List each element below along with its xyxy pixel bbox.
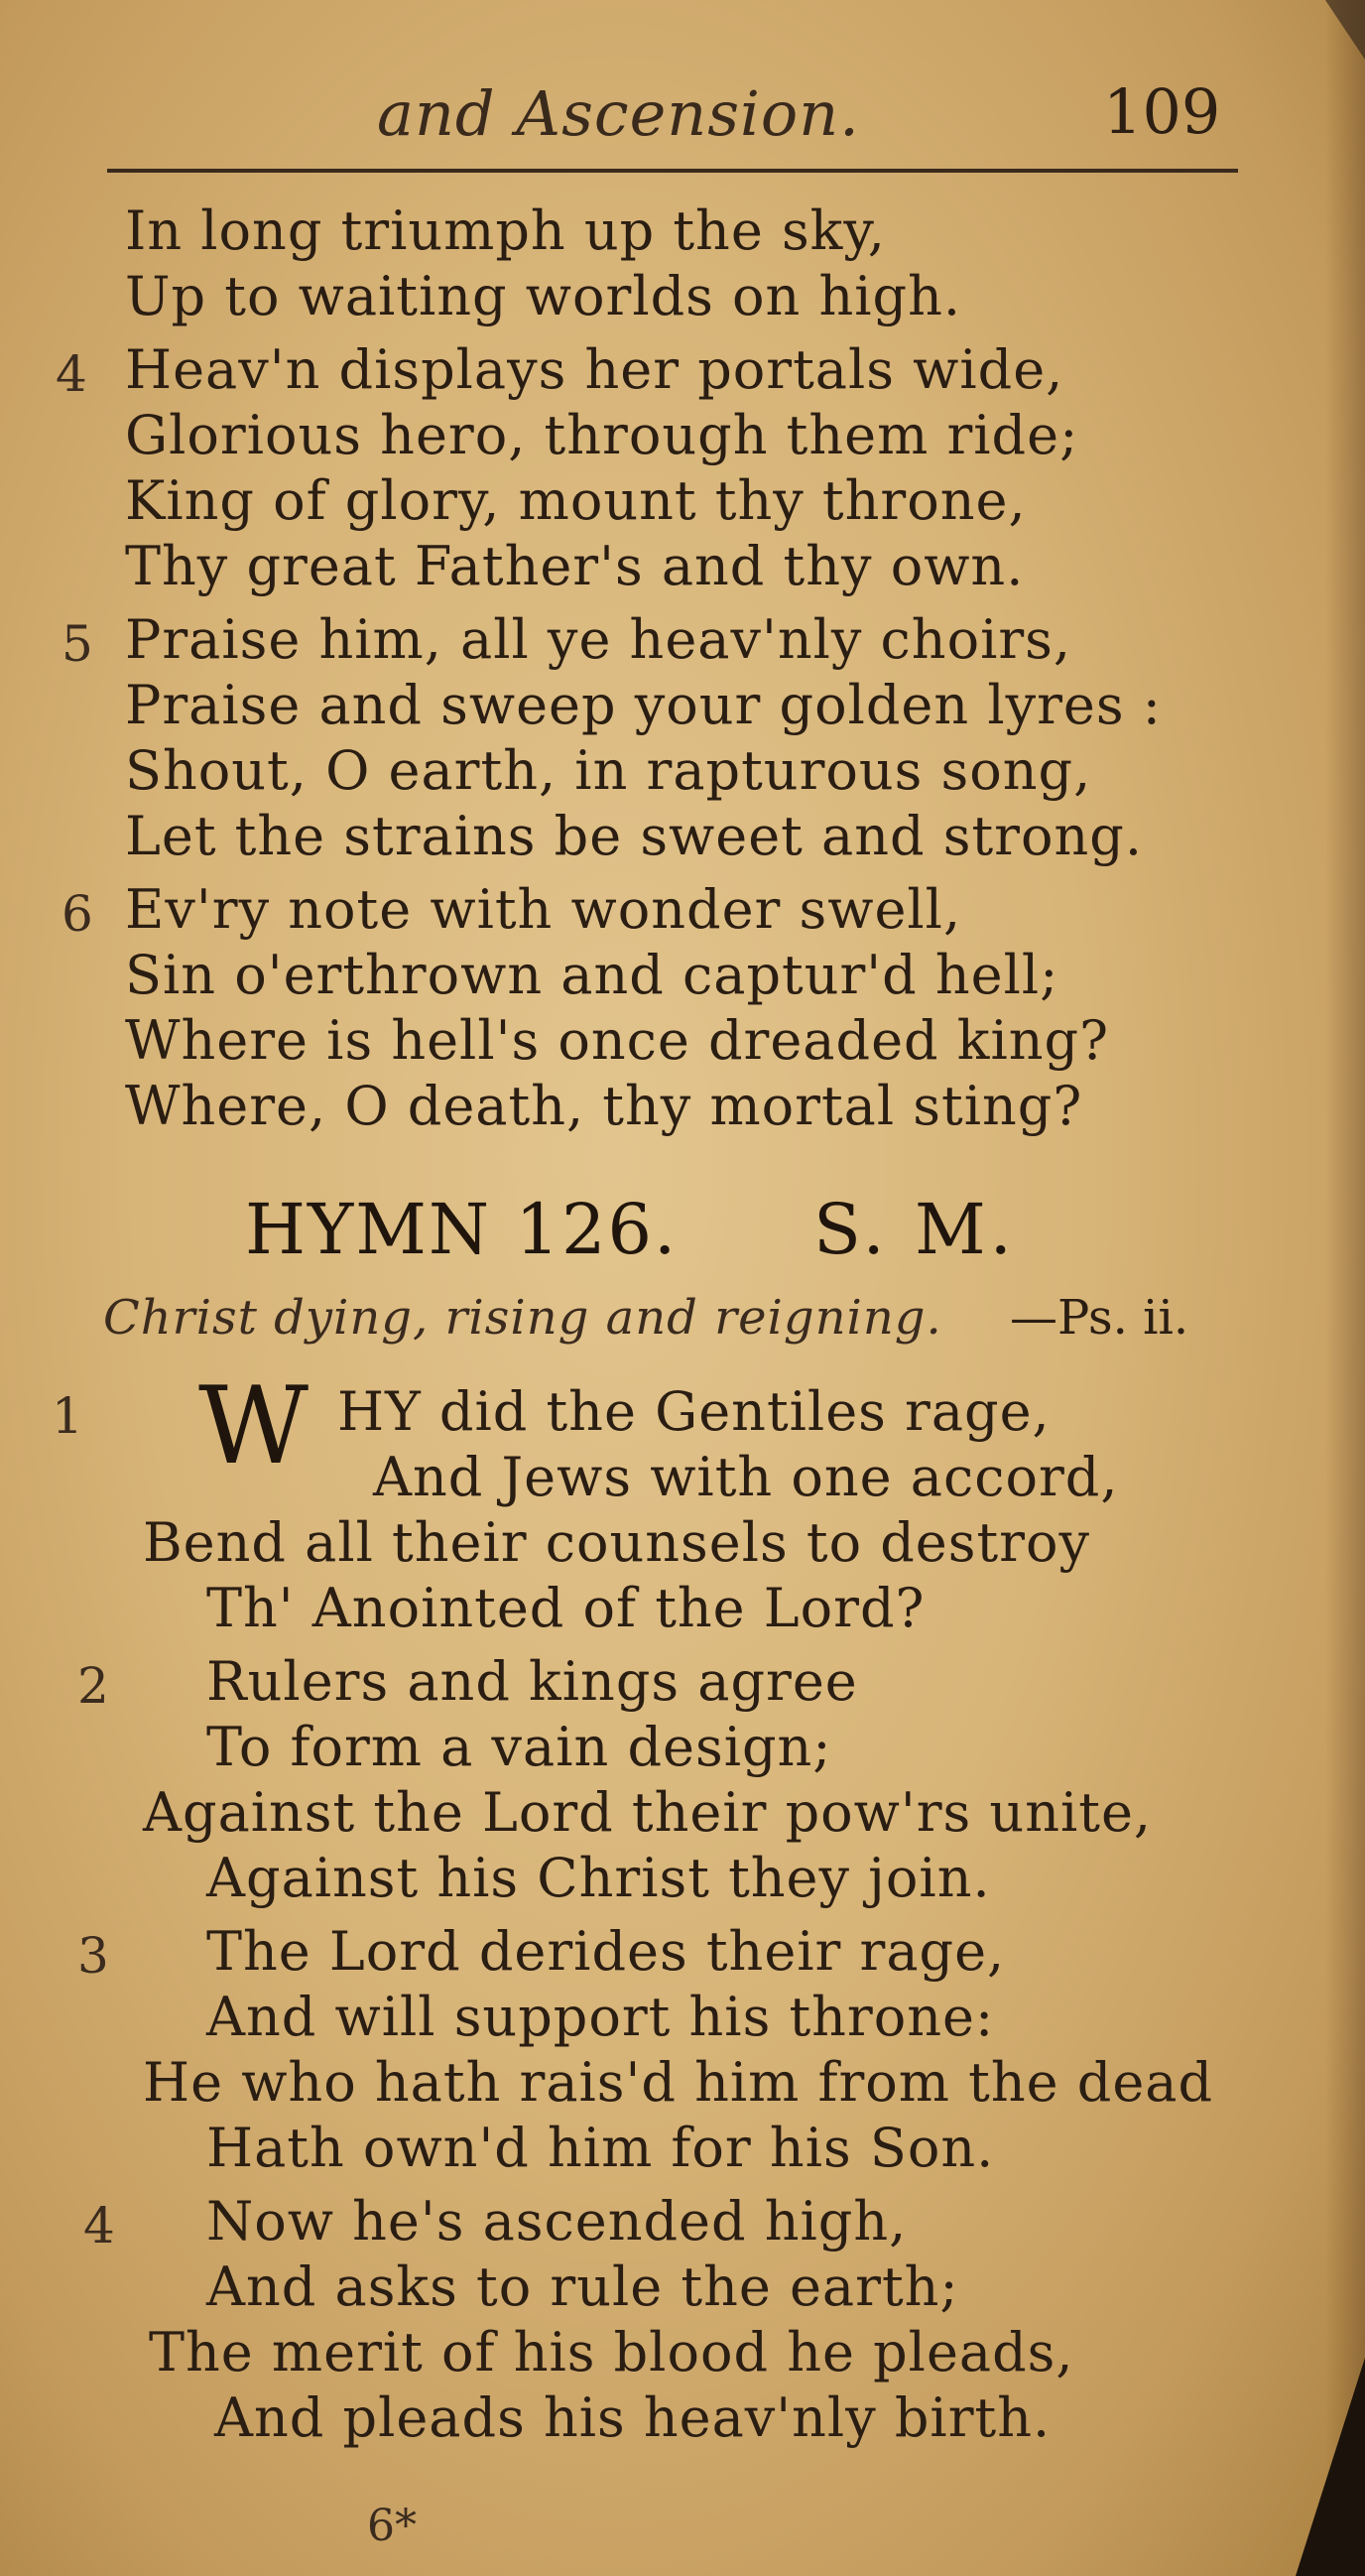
verse-line: Hath own'd him for his Son. [206, 2117, 995, 2179]
header-rule [107, 169, 1238, 173]
verse-line: Bend all their counsels to destroy [143, 1511, 1091, 1574]
verse-line: King of glory, mount thy throne, [125, 469, 1027, 532]
page-corner-top [1325, 0, 1365, 60]
verse-line: Now he's ascended high, [206, 2190, 908, 2253]
verse-line: And will support his throne: [206, 1986, 995, 2048]
verse-line: In long triumph up the sky, [125, 199, 886, 262]
verse-line: To form a vain design; [206, 1716, 832, 1778]
verse-line: Against the Lord their pow'rs unite, [143, 1781, 1153, 1844]
hymn-meter: S. M. [813, 1189, 1016, 1270]
verse-line: Up to waiting worlds on high. [125, 265, 962, 327]
verse-line: The Lord derides their rage, [206, 1920, 1006, 1983]
stanza-number: 2 [77, 1657, 109, 1715]
verse-line: Thy great Father's and thy own. [125, 535, 1025, 597]
verse-line: He who hath rais'd him from the dead [143, 2051, 1214, 2114]
stanza-number: 3 [77, 1927, 109, 1985]
verse-line: Where, O death, thy mortal sting? [125, 1075, 1083, 1137]
verse-line: Rulers and kings agree [206, 1650, 858, 1713]
scripture-reference: —Ps. ii. [1010, 1290, 1189, 1346]
verse-line: Ev'ry note with wonder swell, [125, 878, 962, 941]
page-edge-shadow [1325, 0, 1365, 2576]
verse-line: The merit of his blood he pleads, [149, 2321, 1074, 2383]
verse-line: Th' Anointed of the Lord? [206, 1577, 926, 1639]
page-number: 109 [1103, 75, 1221, 148]
page-corner-bottom [1296, 2358, 1365, 2576]
verse-line: Against his Christ they join. [206, 1847, 991, 1909]
verse-line: Praise him, all ye heav'nly choirs, [125, 608, 1072, 671]
stanza-number: 4 [83, 2197, 115, 2254]
hymn-title: HYMN 126. [245, 1189, 679, 1270]
verse-line: Let the strains be sweet and strong. [125, 805, 1143, 867]
signature-mark: 6* [367, 2501, 417, 2551]
stanza-number: 6 [62, 885, 93, 943]
stanza-number: 4 [56, 345, 87, 403]
verse-line: And asks to rule the earth; [206, 2255, 959, 2318]
hymn-subtitle: Christ dying, rising and reigning. [103, 1290, 942, 1346]
running-head: and Ascension. [377, 77, 860, 150]
verse-line: Heav'n displays her portals wide, [125, 338, 1064, 401]
verse-line: Sin o'erthrown and captur'd hell; [125, 944, 1059, 1006]
verse-line: And pleads his heav'nly birth. [214, 2386, 1052, 2449]
verse-line: And Jews with one accord, [373, 1446, 1119, 1508]
verse-line: HY did the Gentiles rage, [337, 1380, 1051, 1443]
verse-line: Where is hell's once dreaded king? [125, 1009, 1110, 1072]
drop-cap: W [198, 1364, 310, 1488]
verse-line: Shout, O earth, in rapturous song, [125, 739, 1092, 802]
verse-line: Praise and sweep your golden lyres : [125, 674, 1162, 736]
stanza-number: 5 [62, 615, 93, 673]
verse-line: Glorious hero, through them ride; [125, 404, 1079, 466]
stanza-number: 1 [52, 1387, 83, 1445]
